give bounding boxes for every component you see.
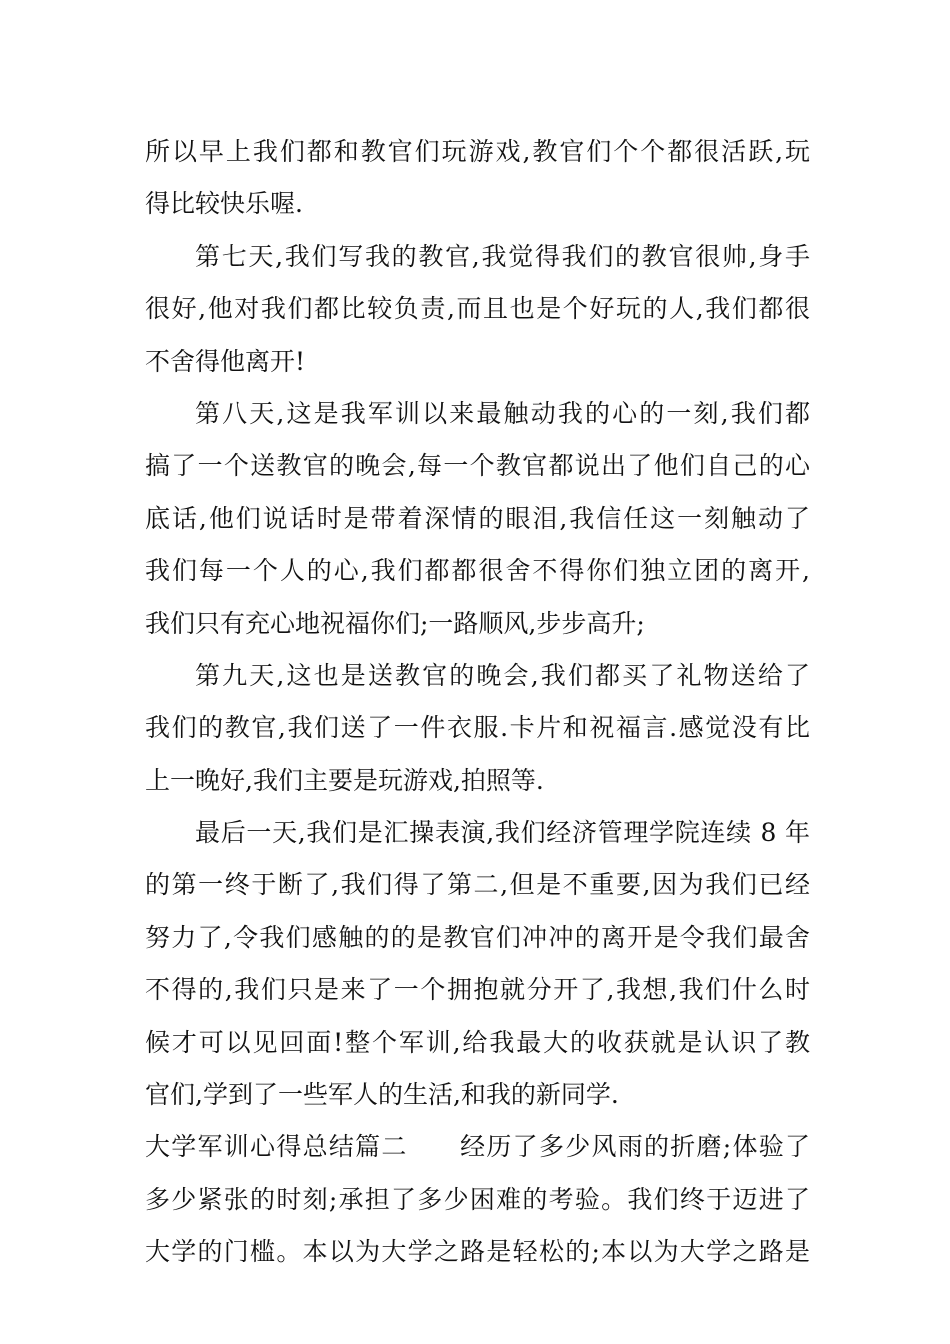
text-line: 很好,他对我们都比较负责,而且也是个好玩的人,我们都很 (145, 294, 810, 324)
text-line: 第九天,这也是送教官的晚会,我们都买了礼物送给了 (195, 660, 810, 690)
text-line: 大学军训心得总结篇二 经历了多少风雨的折磨;体验了 (145, 1132, 810, 1162)
text-line: 努力了,令我们感触的的是教官们冲冲的离开是令我们最舍 (145, 922, 810, 952)
text-line: 最后一天,我们是汇操表演,我们经济管理学院连续 8 年 (195, 818, 810, 848)
text-line: 底话,他们说话时是带着深情的眼泪,我信任这一刻触动了 (145, 503, 810, 533)
text-line: 的第一终于断了,我们得了第二,但是不重要,因为我们已经 (145, 870, 810, 900)
text-line: 多少紧张的时刻;承担了多少困难的考验。我们终于迈进了 (145, 1184, 810, 1214)
text-line: 上一晚好,我们主要是玩游戏,拍照等. (145, 765, 544, 795)
text-line: 第七天,我们写我的教官,我觉得我们的教官很帅,身手 (195, 241, 810, 271)
text-line: 不舍得他离开! (145, 346, 306, 376)
text-line: 候才可以见回面!整个军训,给我最大的收获就是认识了教 (145, 1027, 810, 1057)
text-line: 所以早上我们都和教官们玩游戏,教官们个个都很活跃,玩 (145, 137, 810, 166)
text-line: 我们每一个人的心,我们都都很舍不得你们独立团的离开, (145, 556, 810, 586)
text-line: 第八天,这是我军训以来最触动我的心的一刻,我们都 (195, 398, 810, 428)
text-line: 官们,学到了一些军人的生活,和我的新同学. (145, 1080, 619, 1110)
text-line: 我们的教官,我们送了一件衣服.卡片和祝福言.感觉没有比 (145, 713, 810, 743)
text-line: 大学的门槛。本以为大学之路是轻松的;本以为大学之路是 (145, 1237, 810, 1267)
text-line: 不得的,我们只是来了一个拥抱就分开了,我想,我们什么时 (145, 975, 810, 1005)
text-line: 我们只有充心地祝福你们;一路顺风,步步高升; (145, 608, 645, 638)
text-line: 搞了一个送教官的晚会,每一个教官都说出了他们自己的心 (145, 451, 810, 481)
body-text (145, 126, 810, 1279)
text-line: 得比较快乐喔. (145, 189, 303, 219)
